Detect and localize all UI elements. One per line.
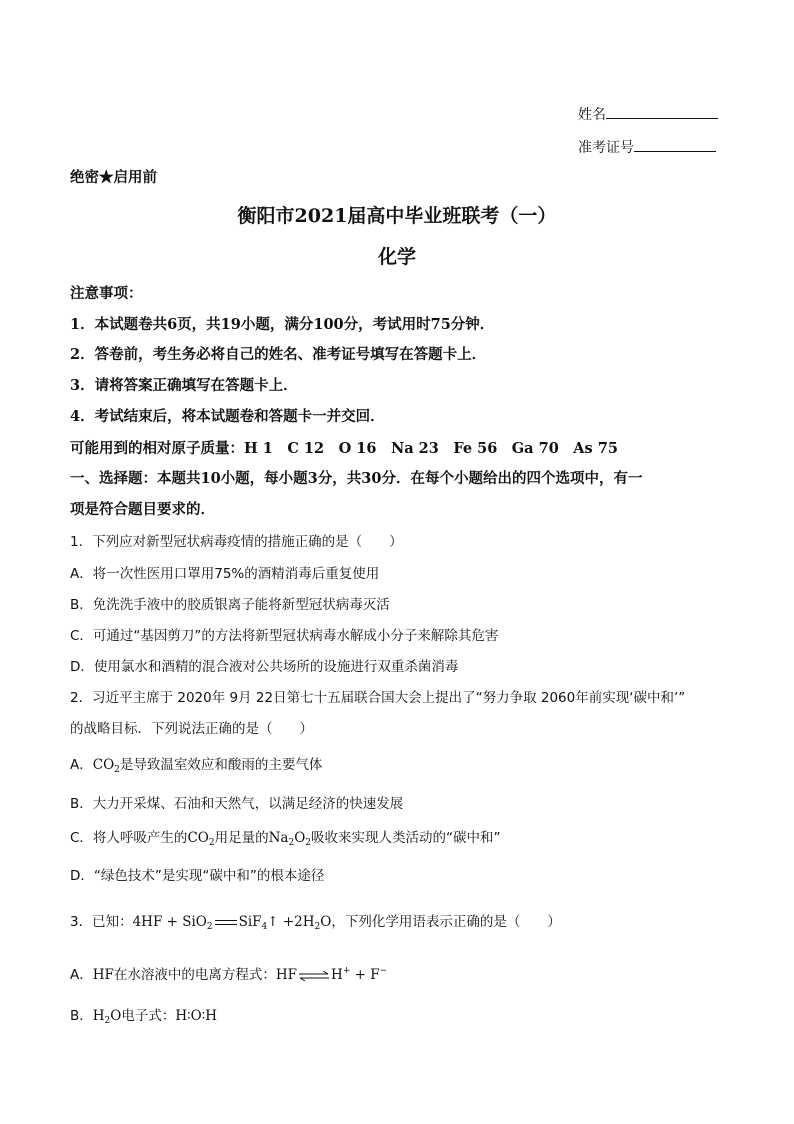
reversible-arrow-icon xyxy=(297,971,331,981)
gas-arrow-icon: ↑ xyxy=(267,914,279,930)
q3-stem: 3．已知：4HF + SiO$_2$ SiF$_4$↑ $+2H_2O$，下列化学用语表示正确的是（ ） xyxy=(70,914,561,932)
exam-id-label: 准考证号 xyxy=(578,140,634,156)
name-underline[interactable] xyxy=(606,104,718,119)
confidential-label: 绝密★启用前 xyxy=(70,169,157,186)
section-heading-cont: 项是符合题目要求的． xyxy=(70,501,215,518)
page-title: 衡阳市2021届高中毕业班联考（一） xyxy=(237,205,557,227)
notice-heading: 注意事项： xyxy=(70,285,143,302)
name-label: 姓名 xyxy=(578,107,606,123)
q1-option-a: A．将一次性医用口罩用75%的酒精消毒后重复使用 xyxy=(70,566,380,582)
atomic-masses: 可能用到的相对原子质量：H 1 C 12 O 16 Na 23 Fe 56 Ga 70 As 75 xyxy=(70,440,618,457)
q3-option-a: A．HF在水溶液中的电离方程式：HF H+ + F− xyxy=(70,966,388,983)
notice-item: 3．请将答案正确填写在答题卡上． xyxy=(70,377,298,394)
q2-option-d: D．“绿色技术”是实现“碳中和”的根本途径 xyxy=(70,868,325,884)
q2-stem-line2: 的战略目标．下列说法正确的是（ ） xyxy=(70,721,313,737)
exam-id-field[interactable] xyxy=(578,137,716,157)
q2-stem-line1: 2．习近平主席于 2020年 9月 22日第七十五届联合国大会上提出了“努力争取 2060年前实现‘碳中和’” xyxy=(70,690,686,706)
name-field[interactable] xyxy=(578,104,718,124)
q3-option-b: B．$H_2O$电子式：H∶O∶H xyxy=(70,1008,217,1026)
subject-title: 化学 xyxy=(377,246,416,268)
notice-item: 4．考试结束后，将本试题卷和答题卡一并交回． xyxy=(70,408,385,425)
q2-option-c: C．将人呼吸产生的$CO_2$用足量的$Na_2O_2$吸收来实现人类活动的“碳中和” xyxy=(70,830,501,848)
notice-item: 2．答卷前，考生务必将自己的姓名、准考证号填写在答题卡上． xyxy=(70,346,487,363)
q2-option-b: B．大力开采煤、石油和天然气，以满足经济的快速发展 xyxy=(70,796,404,812)
exam-id-underline[interactable] xyxy=(634,137,716,152)
equals-sign xyxy=(213,918,239,928)
electron-formula: H∶O∶H xyxy=(175,1008,217,1024)
q1-option-c: C．可通过“基因剪刀”的方法将新型冠状病毒水解成小分子来解除其危害 xyxy=(70,628,499,644)
q2-option-a: A．$CO_2$是导致温室效应和酸雨的主要气体 xyxy=(70,757,323,775)
section-heading: 一、选择题：本题共10小题，每小题3分，共30分．在每个小题给出的四个选项中，有一 xyxy=(70,470,643,487)
q1-option-b: B．免洗洗手液中的胶质银离子能将新型冠状病毒灭活 xyxy=(70,597,390,613)
q1-stem: 1．下列应对新型冠状病毒疫情的措施正确的是（ ） xyxy=(70,534,403,550)
q1-option-d: D．使用氯水和酒精的混合液对公共场所的设施进行双重杀菌消毒 xyxy=(70,659,459,675)
notice-item: 1．本试题卷共6页，共19小题，满分100分，考试用时75分钟． xyxy=(70,316,495,333)
